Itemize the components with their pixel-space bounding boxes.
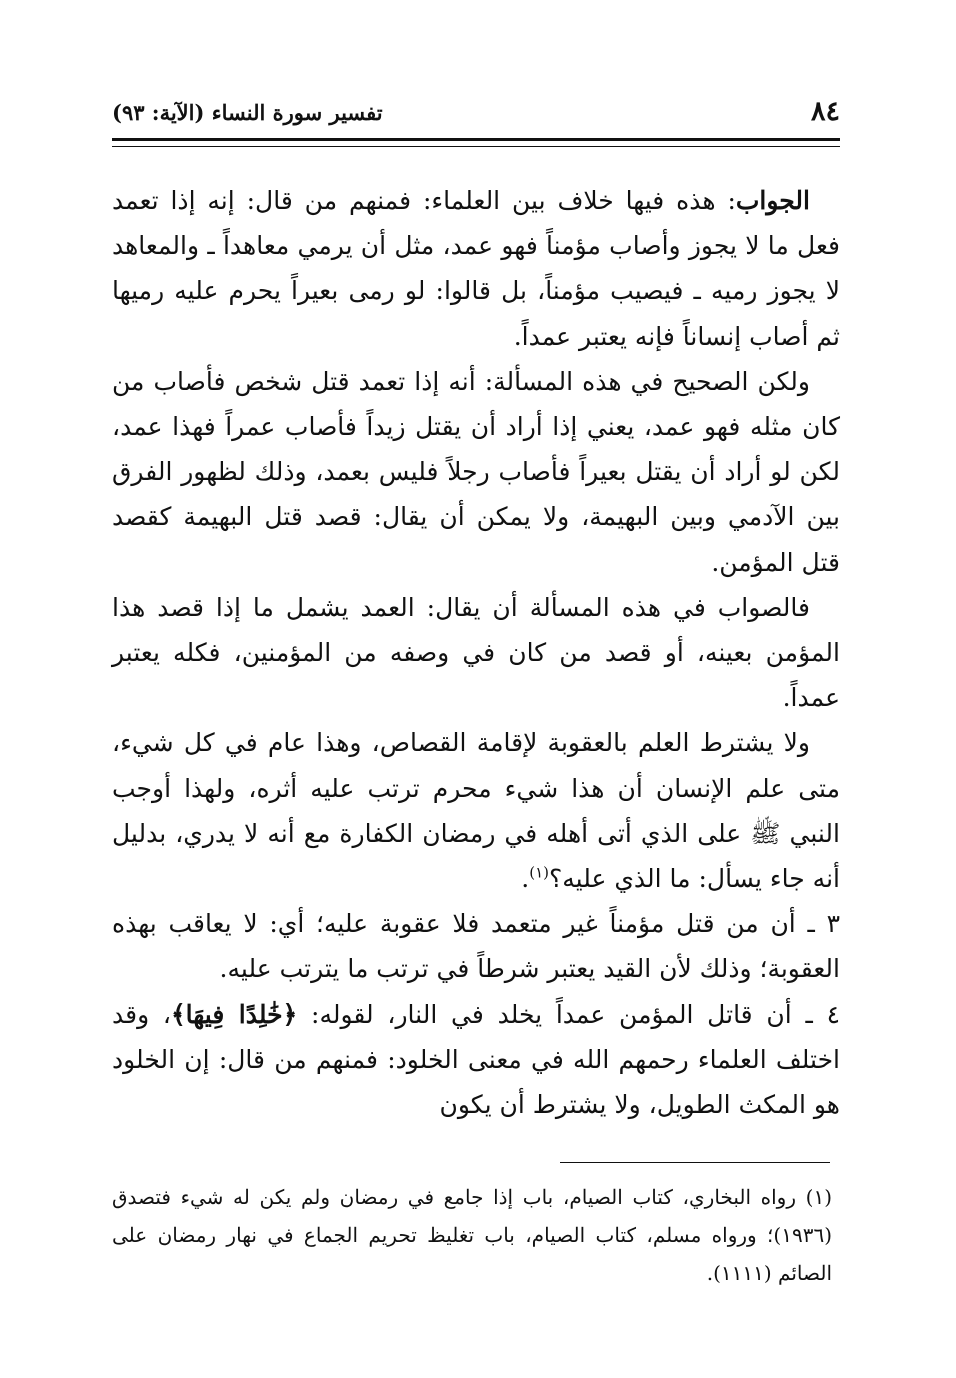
paragraph-correct-view: ولكن الصحيح في هذه المسألة: أنه إذا تعمد قتل شخص فأصاب من كان مثله فهو عمد، يعني إذا أراد أن يقتل زيداً فأصاب عمراً فهذا عمد، لكن لو أراد أن يقتل بعيراً فأصاب رجلاً فليس بعمد، وذلك لظهور الفرق بين الآدمي وبين البهيمة، ولا يمكن أن يقال: قصد قتل البهيمة كقصد قتل المؤمن. xyxy=(112,366,840,577)
point-3: ٣ ـ أن من قتل مؤمناً غير متعمد فلا عقوبة عليه؛ أي: لا يعاقب بهذه العقوبة؛ وذلك لأن القيد يعتبر شرطاً في ترتب ما يترتب عليه. xyxy=(112,909,840,984)
footnote-separator xyxy=(560,1162,830,1163)
page-header xyxy=(112,94,840,134)
quran-quote: ﴿خَٰلِدًا فِيهَا﴾ xyxy=(170,999,298,1029)
point-4-end: ، وقد اختلف العلماء رحمهم الله في معنى الخلود: فمنهم من قال: إن الخلود هو المكث الطويل، ولا يشترط أن يكون xyxy=(112,999,840,1120)
footnote-reference: (١) xyxy=(529,863,549,882)
answer-text: : هذه فيها خلاف بين العلماء: فمنهم من قال: إنه إذا تعمد فعل ما لا يجوز وأصاب مؤمناً فهو عمد، مثل أن يرمي معاهداً ـ والمعاهد لا يجوز رميه ـ فيصيب مؤمناً، بل قالوا: لو رمى بعيراً يحرم عليه رميها ثم أصاب إنساناً فإنه يعتبر عمداً. xyxy=(112,186,840,351)
point-4 xyxy=(112,992,840,1128)
page-number: ٨٤ xyxy=(810,96,840,127)
paragraph-answer xyxy=(112,178,840,359)
header-rule-thin xyxy=(112,146,840,147)
footnotes xyxy=(112,1178,832,1292)
footnote-1: (١) رواه البخاري، كتاب الصيام، باب إذا جامع في رمضان ولم يكن له شيء فتصدق (١٩٣٦)؛ ورواه مسلم، كتاب الصيام، باب تغليظ تحريم الجماع في نهار رمضان على الصائم (١١١١). xyxy=(112,1185,832,1285)
body-text xyxy=(112,178,840,1127)
running-title: تفسير سورة النساء (الآية: ٩٣) xyxy=(112,100,383,125)
paragraph-knowledge-condition xyxy=(112,720,840,901)
header-rule-thick xyxy=(112,138,840,141)
paragraph-conclusion: فالصواب في هذه المسألة أن يقال: العمد يشمل ما إذا قصد هذا المؤمن بعينه، أو قصد من كان في وصفه من المؤمنين، فكله يعتبر عمداً. xyxy=(112,592,840,713)
knowledge-end: . xyxy=(521,864,530,894)
answer-lead-word: الجواب xyxy=(735,186,810,215)
point-4-start: ٤ ـ أن قاتل المؤمن عمداً يخلد في النار، لقوله: xyxy=(297,999,840,1029)
knowledge-text: ولا يشترط العلم بالعقوبة لإقامة القصاص، وهذا عام في كل شيء، متى علم الإنسان أن هذا شيء محرم ترتب عليه أثره، ولهذا أوجب النبي ﷺ على الذي أتى أهله في رمضان الكفارة مع أنه لا يدري، بدليل أنه جاء يسأل: ما الذي عليه؟ xyxy=(112,728,840,894)
